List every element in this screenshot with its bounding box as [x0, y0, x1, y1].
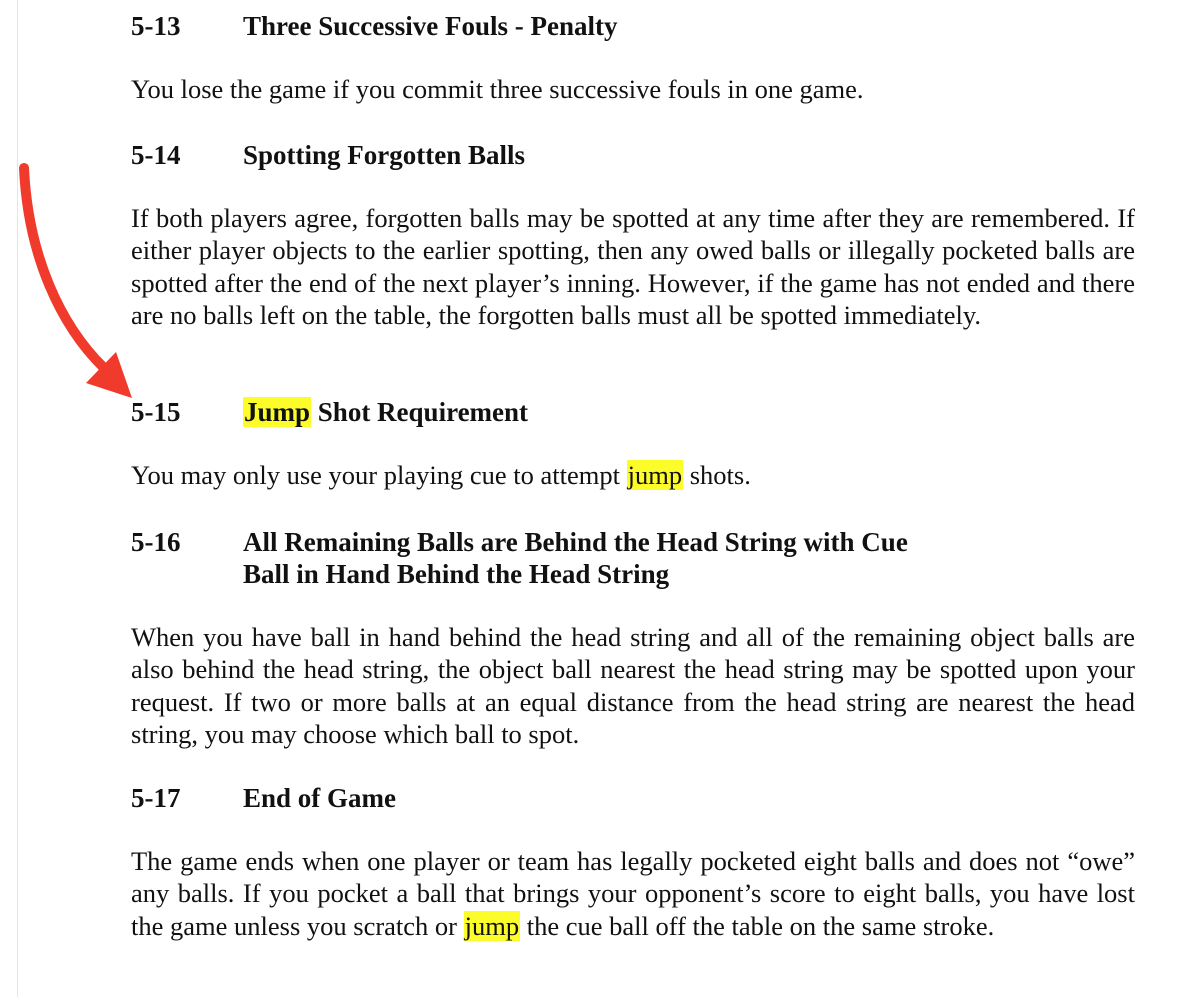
section-number: 5-13 [131, 11, 181, 41]
section-body [131, 459, 1135, 491]
body-text-after: shots. [683, 460, 751, 490]
section-number: 5-17 [131, 783, 181, 813]
search-highlight: jump [464, 910, 520, 941]
section-title-rest: Shot Requirement [311, 397, 529, 427]
search-highlight: Jump [244, 397, 311, 427]
section-number: 5-16 [131, 527, 181, 557]
section-title [243, 526, 1135, 590]
body-text-before: You may only use your playing cue to attempt [131, 460, 627, 490]
section-body [131, 845, 1135, 942]
section-body: When you have ball in hand behind the head string and all of the remaining object balls are also behind the head string, the object ball nearest the head string may be spotted upon your request. If two or more balls at an equal distance from the head string are nearest the head string, you may choose which ball to spot. [131, 622, 1135, 749]
body-text-after: the cue ball off the table on the same stroke. [520, 910, 995, 941]
section-title [243, 396, 1135, 428]
section-heading [131, 396, 1135, 428]
section-number: 5-14 [131, 140, 181, 170]
section-heading [131, 10, 1135, 42]
section-title: End of Game [243, 783, 397, 813]
section-5-13 [131, 10, 1135, 105]
section-title-line-1: All Remaining Balls are Behind the Head String with Cue [243, 527, 908, 557]
section-5-15 [131, 396, 1135, 491]
section-5-14 [131, 139, 1135, 331]
section-number: 5-15 [131, 397, 181, 427]
section-5-16 [131, 526, 1135, 750]
section-heading [131, 782, 1135, 814]
section-body: If both players agree, forgotten balls may be spotted at any time after they are remembered. If either player objects to the earlier spotting, then any owed balls or illegally pocketed balls are spotted after the end of the next player’s inning. However, if the game has not ended and there are no balls left on the table, the forgotten balls must all be spotted immediately. [131, 203, 1135, 330]
section-title-line-2: Ball in Hand Behind the Head String [243, 559, 670, 589]
section-title: Spotting Forgotten Balls [243, 140, 526, 170]
section-5-17 [131, 782, 1135, 942]
section-heading [131, 139, 1135, 171]
section-title: Three Successive Fouls - Penalty [243, 11, 618, 41]
section-body: You lose the game if you commit three successive fouls in one game. [131, 74, 864, 104]
body-text-before: The game ends when one player or team has legally pocketed eight balls and does not “owe” any balls. If you pocket a ball that brings your opponent’s score to eight balls, you have lost the game unless you scratch or [131, 846, 1135, 941]
section-heading [131, 526, 1135, 590]
search-highlight: jump [627, 460, 683, 490]
